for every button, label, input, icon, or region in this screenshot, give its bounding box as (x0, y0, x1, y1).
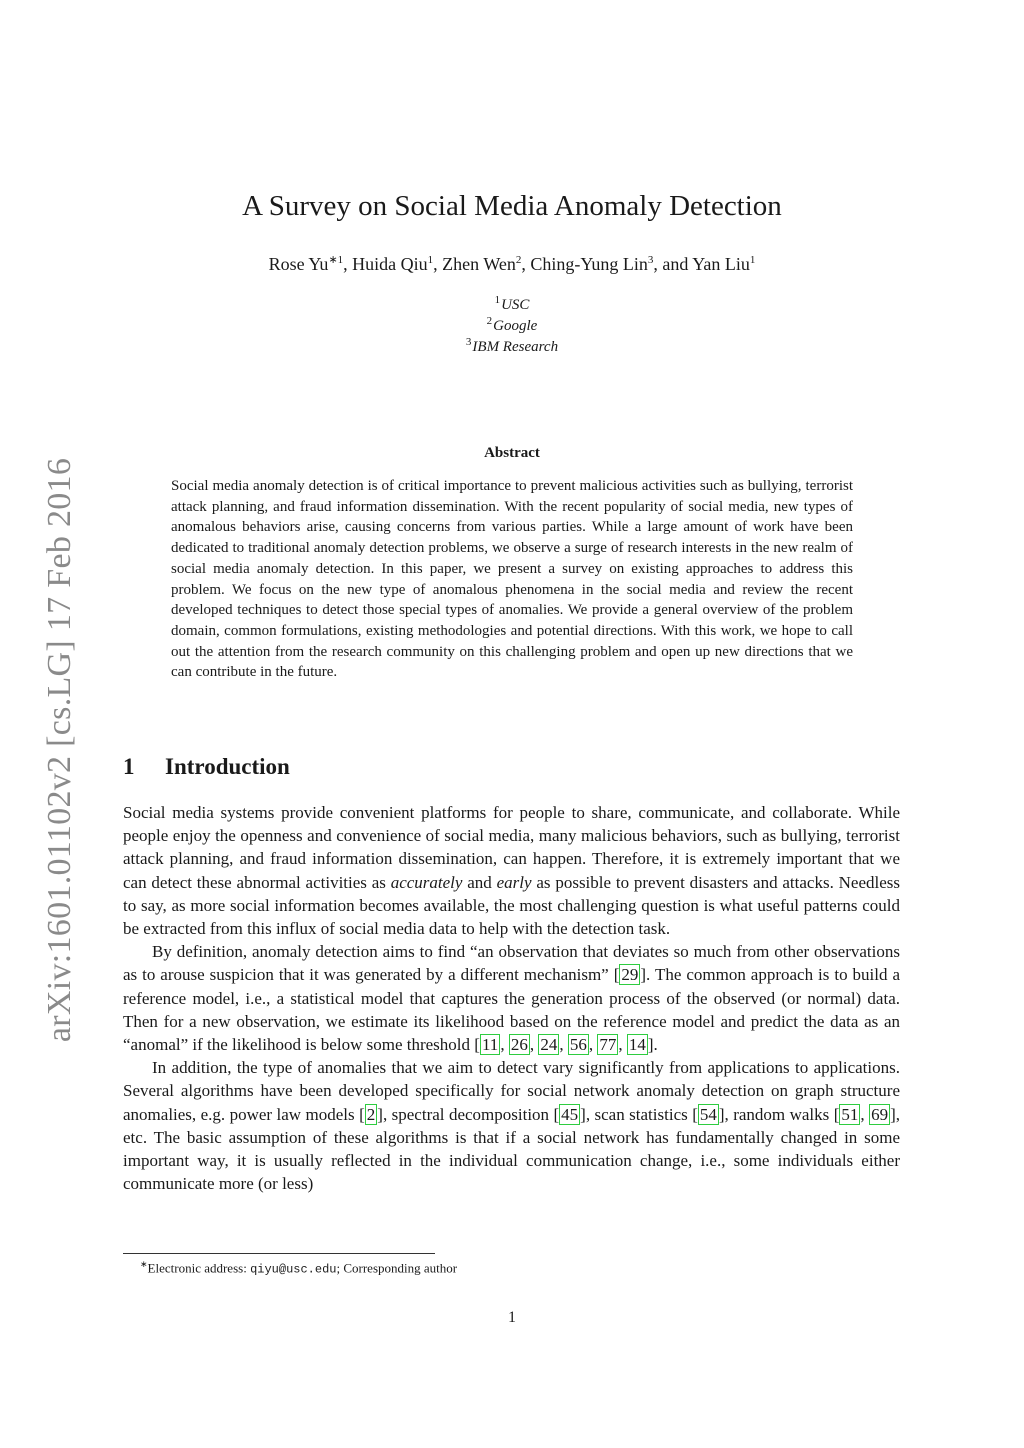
paragraph (123, 801, 900, 940)
text-run: and (462, 872, 497, 892)
affiliation-mark: 2 (486, 315, 493, 327)
text-run: , scan statistics (585, 1104, 693, 1124)
author-name: Huida Qiu (352, 254, 428, 274)
arxiv-identifier: arXiv:1601.01102v2 [cs.LG] 17 Feb 2016 (41, 457, 78, 1043)
paper-title: A Survey on Social Media Anomaly Detection (242, 190, 782, 222)
text-run: . (653, 1035, 658, 1055)
author-affiliation-mark: 3 (647, 254, 654, 266)
author-name: Yan Liu (692, 254, 750, 274)
text-run: In addition, the type of anomalies that we aim to detect vary significantly from applications to applications. Several algorithms have been developed specifically for social network anomaly detection on graph structure anomalies, e.g. power law models (123, 1058, 900, 1124)
citation-link[interactable]: 77 (599, 1035, 617, 1055)
section-title: Introduction (165, 754, 290, 779)
author-separator: , and (653, 254, 693, 274)
citation-link[interactable]: 69 (871, 1104, 889, 1124)
paragraph: In addition, the type of anomalies that we aim to detect vary significantly from applications to applications. Several algorithms have been developed specifically for social network anomaly detection on graph structure anomalies, e.g. power law models [ 2 ], spectral decomposition [ 45 ], scan statistics [ 54 ], random walks [ 51 , 69 ], etc. The basic assumption of these algorithms is that if a social network has fundamentally changed in some important way, it is usually reflected in the individual communication change, i.e., some individuals either communicate more (or less) (123, 1058, 901, 1194)
footnote (140, 1259, 457, 1276)
footnote-text: Electronic address: (147, 1260, 251, 1276)
citation-link[interactable]: 2 (366, 1104, 376, 1124)
text-run: , etc. The basic assumption of these algorithms is that if a social network has fundamentally changed in some important way, it is usually reflected in the individual communication change, i.e., some individuals either communicate more (or less) (123, 1104, 901, 1194)
author-affiliation-mark: 1 (749, 254, 756, 266)
author-name: Rose Yu (268, 254, 329, 274)
citation-link[interactable]: 14 (628, 1035, 646, 1055)
author-name: Ching-Yung Lin (530, 254, 648, 274)
author-separator: , (433, 254, 443, 274)
page-number: 1 (508, 1309, 516, 1326)
affiliation-mark: 1 (494, 294, 501, 306)
author-affiliation-mark: ∗1 (328, 254, 344, 266)
author-separator: , (521, 254, 531, 274)
section-heading (123, 754, 290, 780)
text-run: , spectral decomposition (382, 1104, 554, 1124)
citation-link[interactable]: 11 (481, 1035, 499, 1055)
author-name: Zhen Wen (442, 254, 516, 274)
email-link[interactable]: qiyu@usc.edu (250, 1262, 337, 1277)
citation-link[interactable]: 24 (540, 1035, 558, 1055)
affiliation-name: USC (501, 297, 530, 313)
footnote-divider (123, 1253, 435, 1254)
text-run: Social media systems provide convenient platforms for people to share, communicate, and collaborate. While people enjoy the openness and convenience of social media, many malicious behaviors, such as bullying, terrorist attack planning, and fraud information dissemination, can happen. Therefore, it is extremely important that we can detect these abnormal activities as (123, 803, 900, 892)
citation-link[interactable]: 51 (841, 1104, 859, 1124)
emphasis: accurately (390, 872, 463, 892)
affiliation-name: IBM Research (472, 339, 559, 355)
footnote-mark: ∗ (140, 1259, 148, 1269)
affiliation (0, 294, 1024, 314)
paragraph: By definition, anomaly detection aims to find “an observation that deviates so much from other observations as to arouse suspicion that it was generated by a different mechanism” [ 29 ]. The common approach is to build a reference model, i.e., a statistical model that captures the generation process of the observed (or normal) data. Then for a new observation, we estimate its likelihood based on the reference model and predict the data as an “anomal” if the likelihood is below some threshold [ 11 , 26 , 24 , 56 , 77 , 14 ]. (123, 942, 900, 1055)
text-run: , random walks (724, 1104, 834, 1124)
abstract-heading: Abstract (484, 445, 540, 461)
author-list (0, 253, 1024, 275)
section-number: 1 (123, 754, 135, 779)
text-run: as possible to prevent disasters and attacks. Needless to say, as more social information becomes available, the most challenging question is what useful patterns could be extracted from this influx of social media data to help with the detection task. (123, 872, 900, 939)
citation-link[interactable]: 29 (621, 965, 639, 985)
affiliation-mark: 3 (465, 336, 472, 348)
citation-link[interactable]: 56 (569, 1035, 587, 1055)
text-run: . The common approach is to build a reference model, i.e., a statistical model that captures the generation process of the observed (or normal) data. Then for a new observation, we estimate its likelihood based on the reference model and predict the data as an “anomal” if the likelihood is below some threshold (123, 965, 900, 1055)
affiliation (0, 315, 1024, 335)
author-separator: , (343, 254, 353, 274)
citation-link[interactable]: 54 (699, 1104, 717, 1124)
author-affiliation-mark: 1 (427, 254, 434, 266)
text-run: By definition, anomaly detection aims to find “an observation that deviates so much from other observations as to arouse suspicion that it was generated by a different mechanism” (123, 942, 900, 985)
footnote-text: ; Corresponding author (336, 1260, 458, 1276)
section-body (123, 801, 900, 1195)
author-affiliation-mark: 2 (515, 254, 522, 266)
affiliation-name: Google (493, 318, 538, 334)
citation-link[interactable]: 26 (510, 1035, 528, 1055)
emphasis: early (496, 872, 532, 892)
citation-link[interactable]: 45 (561, 1104, 579, 1124)
affiliation (0, 336, 1024, 356)
abstract-text: Social media anomaly detection is of critical importance to prevent malicious activities such as bullying, terrorist attack planning, and fraud information dissemination. With the recent popularity of social media, new types of anomalous behaviors arise, causing concerns from various parties. While a large amount of work have been dedicated to traditional anomaly detection problems, we observe a surge of research interests in the new realm of social media anomaly detection. In this paper, we present a survey on existing approaches to address this problem. We focus on the new type of anomalous phenomena in the social media and review the recent developed techniques to detect those special types of anomalies. We provide a general overview of the problem domain, common formulations, existing methodologies and potential directions. With this work, we hope to call out the attention from the research community on this challenging problem and open up new directions that we can contribute in the future. (171, 478, 853, 681)
